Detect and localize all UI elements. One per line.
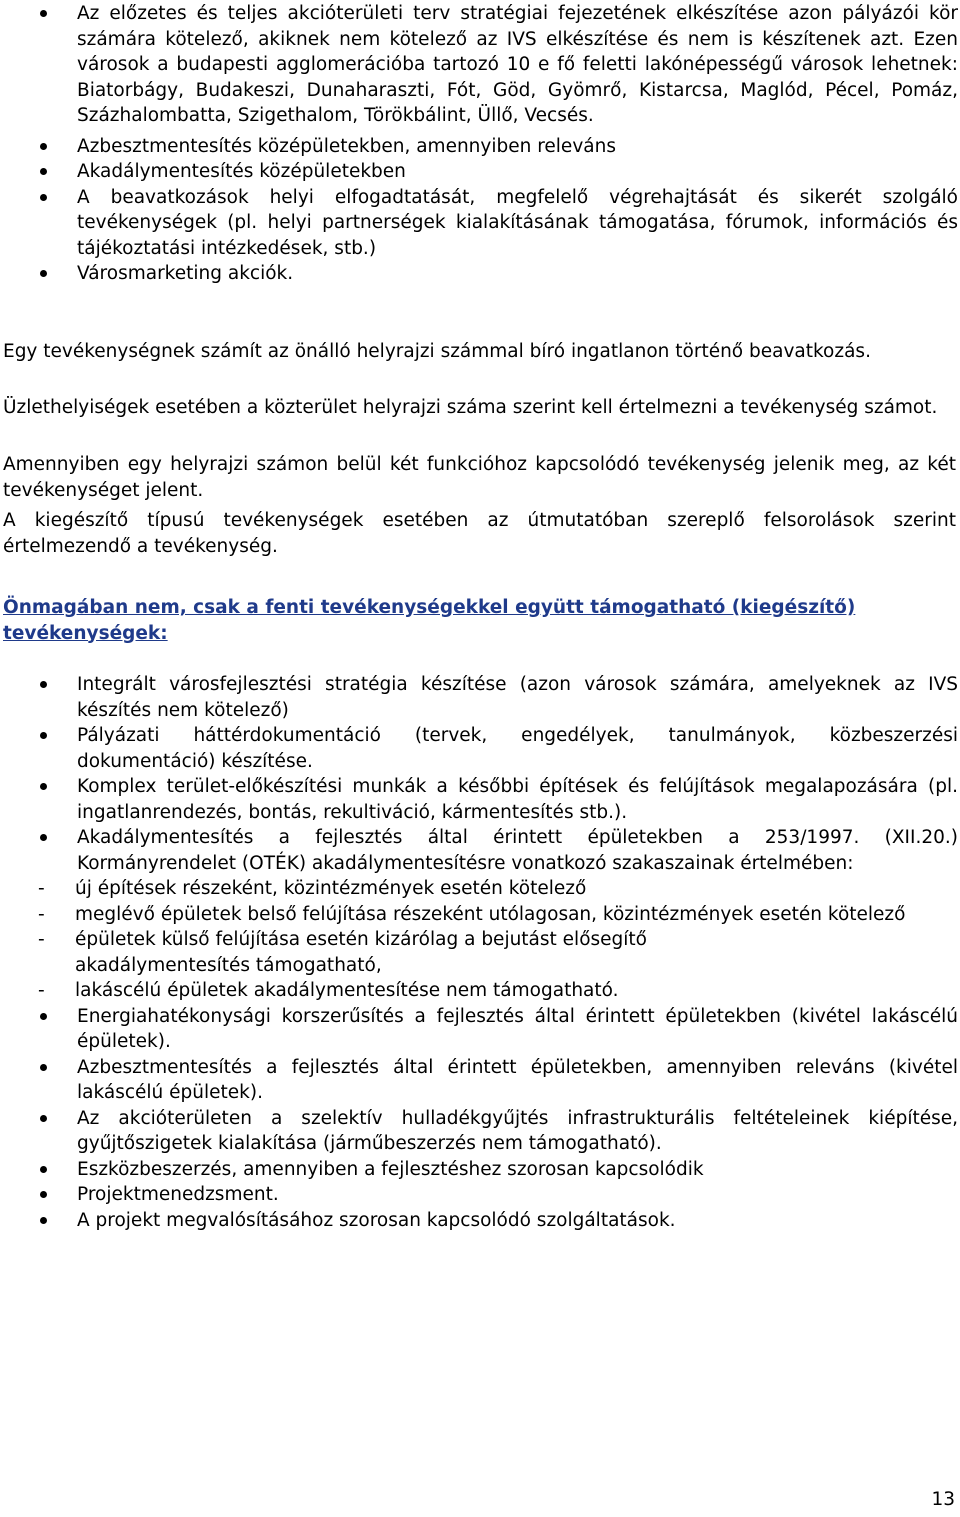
paragraph: Üzlethelyiségek esetében a közterület helyrajzi száma szerint kell értelmezni a tevékenység számot.: [3, 397, 938, 418]
bottom-bullet-list: [0, 672, 958, 1233]
top-bullet-list: [0, 1, 958, 287]
paragraph: Amennyiben egy helyrajzi számon belül két funkcióhoz kapcsolódó tevékenység jelenik meg, az két tevékenységet jelent.: [3, 454, 956, 501]
list-item: Projektmenedzsment.: [0, 1182, 958, 1208]
list-item: Városmarketing akciók.: [0, 261, 958, 287]
list-item: Komplex terület-előkészítési munkák a későbbi építések és felújítások megalapozására (pl. ingatlanrendezés, bontás, rekultiváció, kármentesítés stb.).: [0, 774, 958, 825]
sublist-item: - lakáscélú épületek akadálymentesítése nem támogatható.: [0, 978, 958, 1004]
paragraph: A kiegészítő típusú tevékenységek esetében az útmutatóban szereplő felsorolások szerint értelmezendő a tevékenység.: [3, 510, 956, 557]
paragraph: Egy tevékenységnek számít az önálló helyrajzi számmal bíró ingatlanon történő beavatkozás.: [3, 341, 871, 362]
sublist-item: - meglévő épületek belső felújítása részeként utólagosan, közintézmények esetén kötelező: [0, 902, 958, 928]
list-item: Azbesztmentesítés középületekben, amennyiben releváns: [0, 134, 958, 160]
list-item: Az akcióterületen a szelektív hulladékgyűjtés infrastrukturális feltételeinek kiépítése, gyűjtőszigetek kialakítása (járműbeszerzés nem támogatható).: [0, 1106, 958, 1157]
sublist-item: - új építések részeként, közintézmények esetén kötelező: [0, 876, 958, 902]
page-number: 13: [931, 1489, 955, 1510]
list-item: Integrált városfejlesztési stratégia készítése (azon városok számára, amelyeknek az IVS készítés nem kötelező): [0, 672, 958, 723]
list-item: Akadálymentesítés középületekben: [0, 159, 958, 185]
list-item: Pályázati háttérdokumentáció (tervek, engedélyek, tanulmányok, közbeszerzési dokumentáció) készítése.: [0, 723, 958, 774]
list-item: A beavatkozások helyi elfogadtatását, megfelelő végrehajtását és sikerét szolgáló tevékenységek (pl. helyi partnerségek kialakításának támogatása, fórumok, információs és tájékoztatási intézkedések, stb.): [0, 185, 958, 262]
list-item: Azbesztmentesítés a fejlesztés által érintett épületekben, amennyiben releváns (kivétel lakáscélú épületek).: [0, 1055, 958, 1106]
sublist-item: - épületek külső felújítása esetén kizárólag a bejutást elősegítő akadálymentesítés támogatható,: [0, 927, 958, 978]
list-item: Az előzetes és teljes akcióterületi terv stratégiai fejezetének elkészítése azon pályázói kör számára kötelező, akiknek nem kötelező az IVS elkészítése és nem is készítenek azt. Ezen városok a budapesti agglomerációba tartozó 10 e fő feletti lakónépességű városok lehetnek: Biatorbágy, Budakeszi, Dunaharaszti, Fót, Göd, Gyömrő, Kistarcsa, Maglód, Pécel, Pomáz, Százhalombatta, Szigethalom, Törökbálint, Üllő, Vecsés.: [0, 1, 958, 129]
list-item: Energiahatékonysági korszerűsítés a fejlesztés által érintett épületekben (kivétel lakáscélú épületek).: [0, 1004, 958, 1055]
list-item-text: Akadálymentesítés a fejlesztés által érintett épületekben a 253/1997. (XII.20.) Kormányrendelet (OTÉK) akadálymentesítésre vonatkozó szakaszainak értelmében:: [77, 827, 958, 874]
list-item: Eszközbeszerzés, amennyiben a fejlesztéshez szorosan kapcsolódik: [0, 1157, 958, 1183]
list-item: A projekt megvalósításához szorosan kapcsolódó szolgáltatások.: [0, 1208, 958, 1234]
list-item: [0, 825, 958, 1004]
section-heading: Önmagában nem, csak a fenti tevékenységekkel együtt támogatható (kiegészítő) tevékenységek:: [3, 597, 856, 644]
dash-sublist: [0, 876, 958, 1004]
